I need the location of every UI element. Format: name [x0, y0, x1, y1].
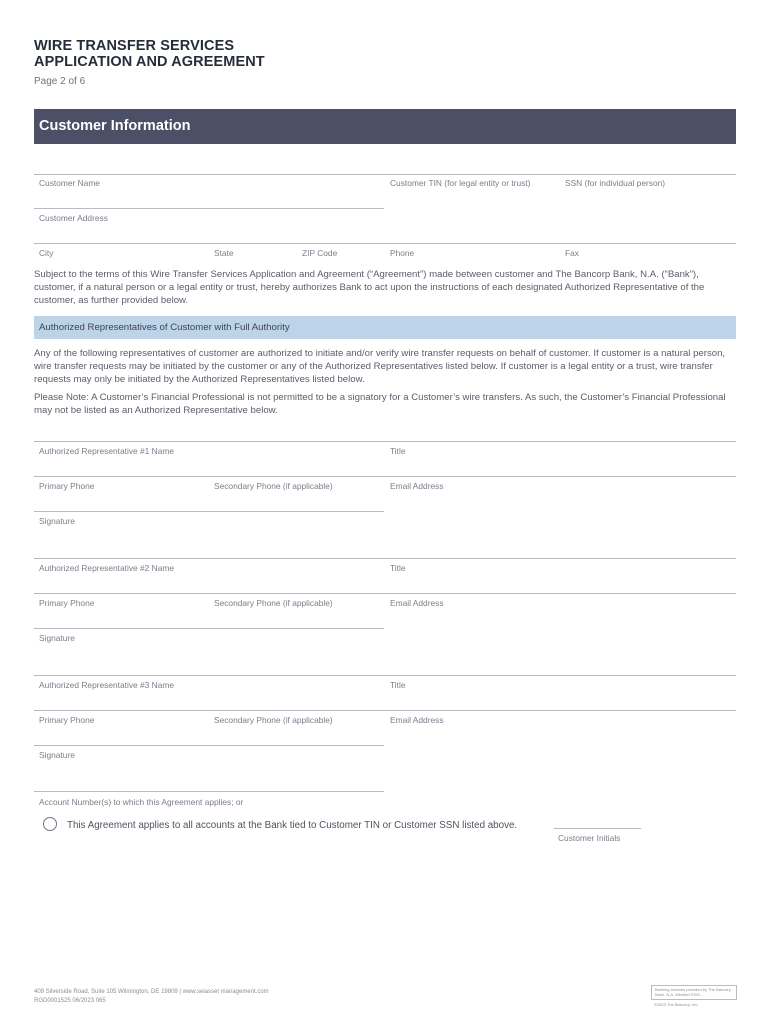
rule-rep3-phone [34, 710, 736, 711]
rep2-title-field[interactable]: Title [390, 563, 406, 573]
rule-rep2-phone [34, 593, 736, 594]
customer-tin-field[interactable]: Customer TIN (for legal entity or trust) [390, 178, 531, 188]
state-field[interactable]: State [214, 248, 234, 258]
phone-field[interactable]: Phone [390, 248, 415, 258]
rep2-email-field[interactable]: Email Address [390, 598, 444, 608]
authorization-paragraph: Any of the following representatives of customer are authorized to initiate and/or verify wire transfer requests on behalf of customer. If customer is a natural person, wire transfer requests may be initiated by the customer or any of the Authorized Representatives listed below. If customer is a legal entity or a trust, wire transfer requests may only be initiated by the Authorized Representatives listed below. [34, 348, 726, 385]
rep1-email-field[interactable]: Email Address [390, 481, 444, 491]
rule-rep2-signature [34, 628, 384, 629]
account-numbers-field[interactable]: Account Number(s) to which this Agreement applies; or [39, 797, 244, 807]
footer-address: 409 Silverside Road, Suite 105 Wilmington, DE 19809 | www.seiasset management.com [34, 989, 269, 995]
zip-field[interactable]: ZIP Code [302, 248, 338, 258]
all-accounts-option-label: This Agreement applies to all accounts at the Bank tied to Customer TIN or Customer SSN listed above. [67, 820, 518, 831]
rep1-secondary-phone-field[interactable]: Secondary Phone (if applicable) [214, 481, 333, 491]
ssn-field[interactable]: SSN (for individual person) [565, 178, 666, 188]
rule-rep1-phone [34, 476, 736, 477]
all-accounts-radio[interactable] [43, 817, 57, 831]
rep3-email-field[interactable]: Email Address [390, 715, 444, 725]
rep3-primary-phone-field[interactable]: Primary Phone [39, 715, 95, 725]
customer-information-heading: Customer Information [34, 109, 736, 144]
financial-professional-note: Please Note: A Customer’s Financial Professional is not permitted to be a signatory for a Customer’s wire transfers. As such, the Customer’s Financial Professional may not be listed as an Authorized Representative below. [34, 392, 726, 416]
rep2-signature-field[interactable]: Signature [39, 633, 75, 643]
customer-initials-label: Customer Initials [558, 833, 621, 843]
title-line-1: WIRE TRANSFER SERVICES [34, 38, 235, 54]
rule-rep3-top [34, 675, 736, 676]
rep1-primary-phone-field[interactable]: Primary Phone [39, 481, 95, 491]
rule-rep3-signature [34, 745, 384, 746]
rule-rep2-top [34, 558, 736, 559]
city-field[interactable]: City [39, 248, 54, 258]
rule-customer-address [34, 208, 384, 209]
rule-city-row [34, 243, 736, 244]
document-title [34, 38, 265, 70]
customer-name-field[interactable]: Customer Name [39, 178, 100, 188]
footer-form-code: RGD0001525 06/2023 065 [34, 998, 106, 1004]
rep2-name-field[interactable]: Authorized Representative #2 Name [39, 563, 175, 573]
page-number: Page 2 of 6 [34, 76, 86, 87]
rep1-name-field[interactable]: Authorized Representative #1 Name [39, 446, 175, 456]
customer-initials-line[interactable] [554, 828, 641, 829]
rule-rep1-signature [34, 511, 384, 512]
rep3-name-field[interactable]: Authorized Representative #3 Name [39, 680, 175, 690]
rule-rep1-top [34, 441, 736, 442]
authorized-representatives-heading: Authorized Representatives of Customer with Full Authority [34, 316, 736, 339]
customer-address-field[interactable]: Customer Address [39, 213, 108, 223]
rep3-signature-field[interactable]: Signature [39, 750, 75, 760]
agreement-paragraph: Subject to the terms of this Wire Transfer Services Application and Agreement (“Agreement”) made between customer and The Bancorp Bank, N.A. (“Bank”), customer, if a natural person or a legal entity or trust, hereby authorizes Bank to act upon the instructions of each designated Authorized Representative of the customer, as further provided below. [34, 269, 705, 306]
fax-field[interactable]: Fax [565, 248, 579, 258]
rep1-signature-field[interactable]: Signature [39, 516, 75, 526]
rep2-secondary-phone-field[interactable]: Secondary Phone (if applicable) [214, 598, 333, 608]
rule-customer-top [34, 174, 736, 175]
rep3-title-field[interactable]: Title [390, 680, 406, 690]
banking-services-note: Banking services provided by The Bancorp Bank, N.A. Member FDIC. [651, 985, 737, 1000]
rep3-secondary-phone-field[interactable]: Secondary Phone (if applicable) [214, 715, 333, 725]
rule-account-numbers [34, 791, 384, 792]
rep2-primary-phone-field[interactable]: Primary Phone [39, 598, 95, 608]
footer-copyright: ©2023 The Bancorp, Inc. [654, 1002, 699, 1007]
title-line-2: APPLICATION AND AGREEMENT [34, 54, 265, 70]
rep1-title-field[interactable]: Title [390, 446, 406, 456]
